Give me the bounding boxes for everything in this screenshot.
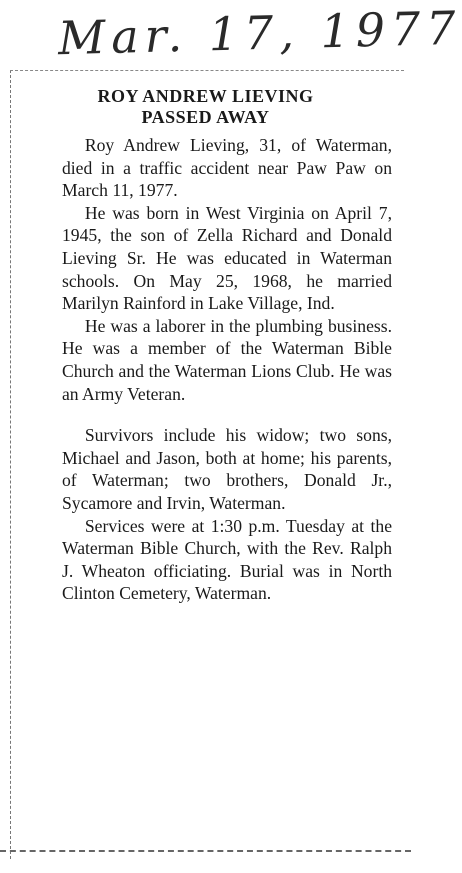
paragraph-occupation: He was a laborer in the plumbing business. He was a member of the Waterman Bible Church and the Waterman Lions Club. He was an Army Veteran. [62, 315, 392, 404]
handwritten-date: Mar. 17, 1977 [57, 0, 462, 66]
paragraph-death-notice: Roy Andrew Lieving, 31, of Waterman, died in a traffic accident near Paw Paw on March 11, 1977. [62, 135, 392, 201]
article-body [62, 134, 392, 605]
clipping-cut-edge [0, 850, 411, 852]
paragraph-biography: He was born in West Virginia on April 7, 1945, the son of Zella Richard and Donald Lieving Sr. He was educated in Waterman schools. On May 25, 1968, he married Marilyn Rainford in Lake Village, Ind. [62, 202, 392, 314]
headline-line-1: ROY ANDREW LIEVING [97, 86, 314, 106]
headline-line-2: PASSED AWAY [141, 107, 270, 127]
paragraph-survivors: Survivors include his widow; two sons, Michael and Jason, both at home; his parents, of Waterman; two brothers, Donald Jr., Sycamore and Irvin, Waterman. [62, 425, 392, 513]
paragraph-services: Services were at 1:30 p.m. Tuesday at the Waterman Bible Church, with the Rev. Ralph J. Wheaton officiating. Burial was in North Clinton Cemetery, Waterman. [62, 515, 392, 604]
obituary-headline [0, 86, 411, 128]
